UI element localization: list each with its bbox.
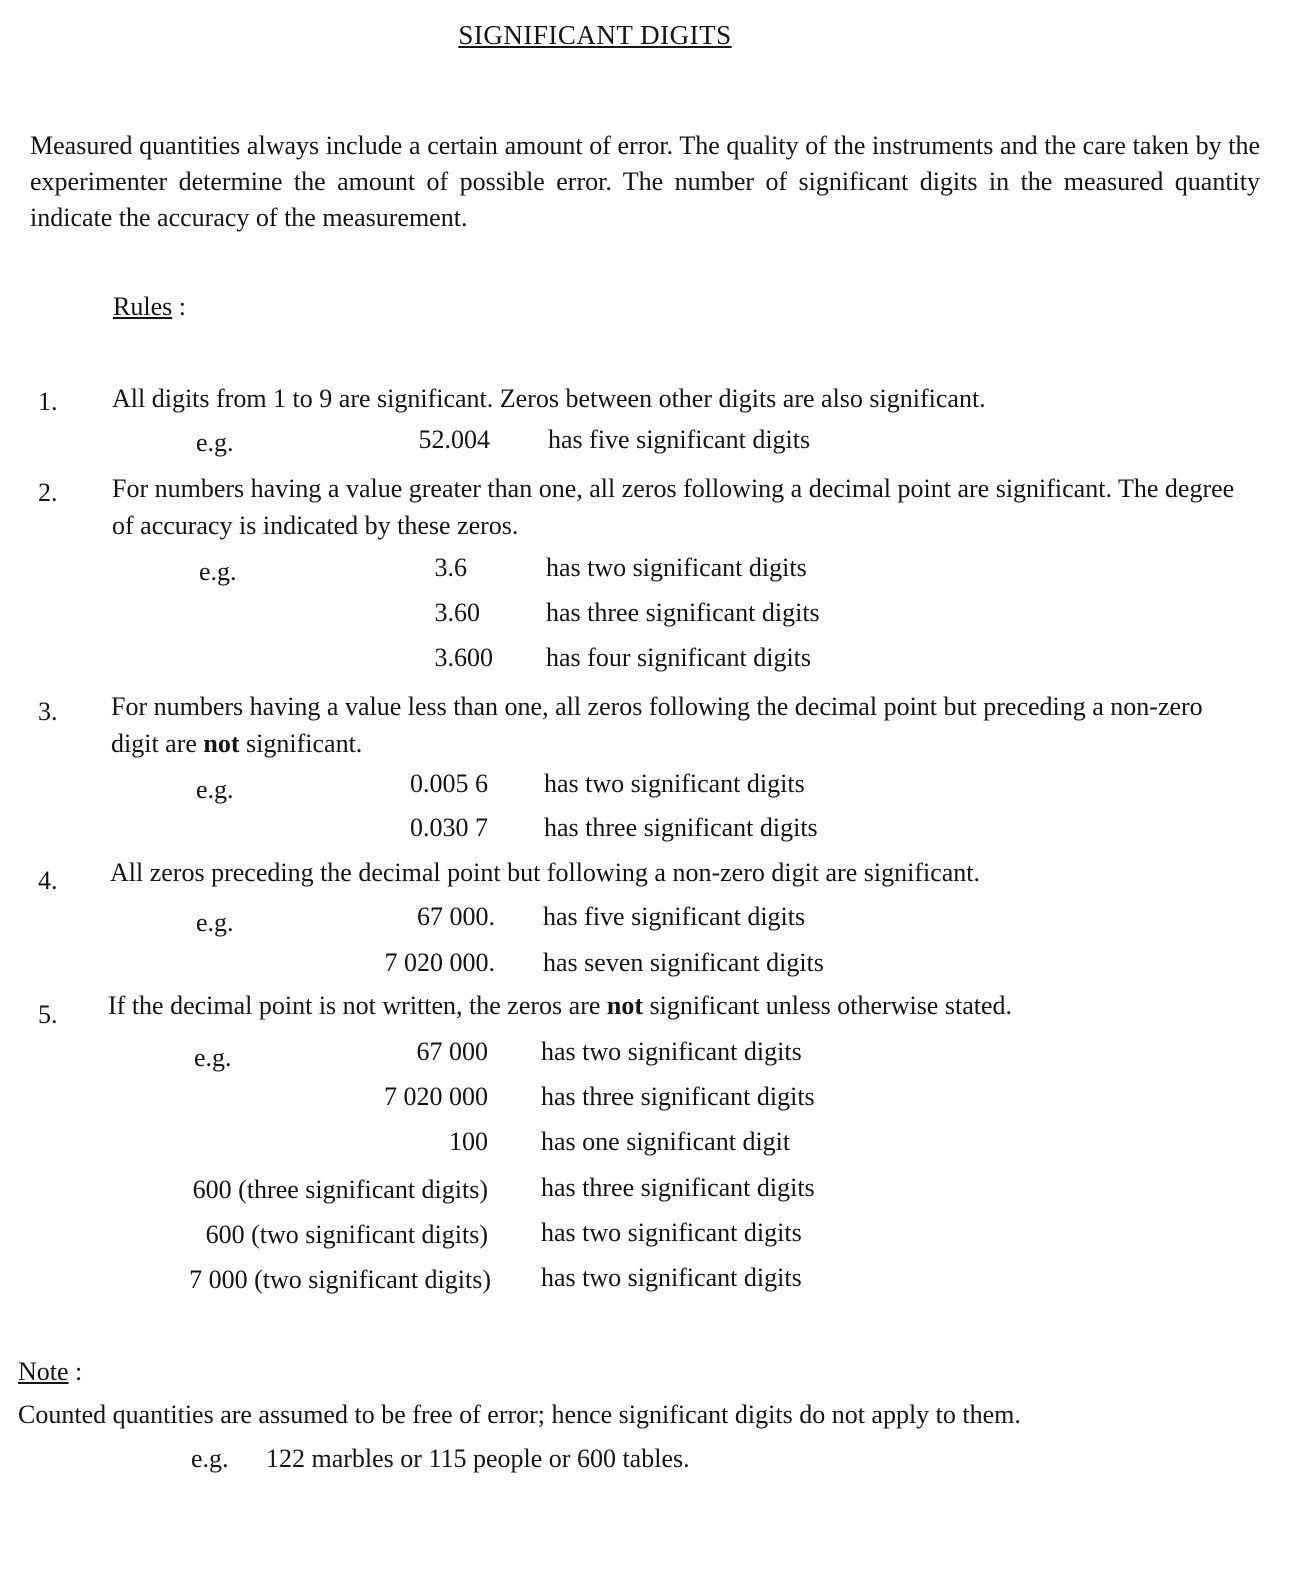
example-desc: has two significant digits bbox=[541, 1037, 802, 1066]
rule-4-text: All zeros preceding the decimal point but following a non-zero digit are significant. bbox=[110, 858, 981, 887]
rule-1-text: All digits from 1 to 9 are significant. Zeros between other digits are also significant. bbox=[112, 384, 986, 413]
example-value: 7 020 000 bbox=[384, 1082, 488, 1111]
example-value: 3.60 bbox=[434, 598, 480, 627]
rule-2-text: For numbers having a value greater than one, all zeros following a decimal point are significant. The degree of accuracy is indicated by these zeros. bbox=[112, 474, 1235, 540]
note-heading bbox=[18, 1357, 82, 1387]
example-desc: has three significant digits bbox=[541, 1082, 815, 1111]
example-value: 7 000 (two significant digits) bbox=[189, 1265, 491, 1294]
intro-paragraph: Measured quantities always include a certain amount of error. The quality of the instruments and the care taken by the experimenter determine the amount of possible error. The number of significant digits in the measured quantity indicate the accuracy of the measurement. bbox=[30, 131, 1260, 232]
note-heading-label: Note bbox=[18, 1357, 69, 1386]
example-value: 52.004 bbox=[418, 425, 490, 454]
example-value: 100 bbox=[449, 1127, 488, 1156]
example-desc: has two significant digits bbox=[544, 769, 805, 798]
rule-1-number: 1. bbox=[38, 387, 58, 416]
rule-2-number: 2. bbox=[38, 478, 58, 507]
rule-3-text bbox=[111, 688, 1246, 762]
example-desc: has two significant digits bbox=[546, 553, 807, 582]
rule-5-number: 5. bbox=[38, 1000, 58, 1029]
example-desc: has one significant digit bbox=[541, 1127, 791, 1156]
example-desc: has four significant digits bbox=[546, 643, 812, 672]
example-value: 0.005 6 bbox=[410, 769, 488, 798]
rule-5-text-emphasis: not bbox=[606, 991, 644, 1020]
note-text: Counted quantities are assumed to be free of error; hence significant digits do not apply to them. bbox=[18, 1400, 1021, 1429]
rule-3-text-part: For numbers having a value less than one, all zeros following the decimal point but preceding a non-zero digit are bbox=[111, 692, 1203, 758]
rules-heading-label: Rules bbox=[113, 292, 173, 321]
page-title: SIGNIFICANT DIGITS bbox=[458, 20, 732, 50]
note-eg-label: e.g. bbox=[191, 1444, 229, 1473]
rule-3-text-part: significant. bbox=[239, 729, 363, 758]
rule-4-number: 4. bbox=[38, 866, 58, 895]
example-value: 67 000 bbox=[416, 1037, 488, 1066]
rule-5-text-part: If the decimal point is not written, the zeros are bbox=[108, 991, 607, 1020]
rule-2-eg-label: e.g. bbox=[199, 557, 237, 586]
example-desc: has three significant digits bbox=[546, 598, 820, 627]
example-value: 3.600 bbox=[434, 643, 493, 672]
rule-3-number: 3. bbox=[38, 697, 58, 726]
example-value: 3.6 bbox=[434, 553, 467, 582]
rule-5-text bbox=[108, 991, 1012, 1021]
rule-5-text-part: significant unless otherwise stated. bbox=[643, 991, 1012, 1020]
example-desc: has two significant digits bbox=[541, 1263, 802, 1292]
note-example: 122 marbles or 115 people or 600 tables. bbox=[266, 1444, 690, 1473]
rule-3-text-emphasis: not bbox=[203, 729, 240, 758]
rules-heading-colon: : bbox=[172, 292, 186, 321]
rule-4-eg-label: e.g. bbox=[196, 908, 234, 937]
example-value: 600 (two significant digits) bbox=[205, 1220, 488, 1249]
example-desc: has seven significant digits bbox=[543, 948, 824, 977]
example-desc: has five significant digits bbox=[548, 425, 811, 454]
rule-5-eg-label: e.g. bbox=[194, 1043, 232, 1072]
example-value: 67 000. bbox=[417, 902, 495, 931]
note-heading-colon: : bbox=[68, 1357, 83, 1386]
example-desc: has three significant digits bbox=[544, 813, 818, 842]
rules-heading bbox=[113, 292, 186, 322]
example-value: 7 020 000. bbox=[384, 948, 495, 977]
rule-1-eg-label: e.g. bbox=[196, 428, 234, 457]
example-value: 600 (three significant digits) bbox=[192, 1175, 488, 1204]
rule-3-eg-label: e.g. bbox=[196, 775, 234, 804]
example-desc: has three significant digits bbox=[541, 1173, 815, 1202]
example-desc: has two significant digits bbox=[541, 1218, 802, 1247]
example-value: 0.030 7 bbox=[410, 813, 488, 842]
example-desc: has five significant digits bbox=[543, 902, 806, 931]
